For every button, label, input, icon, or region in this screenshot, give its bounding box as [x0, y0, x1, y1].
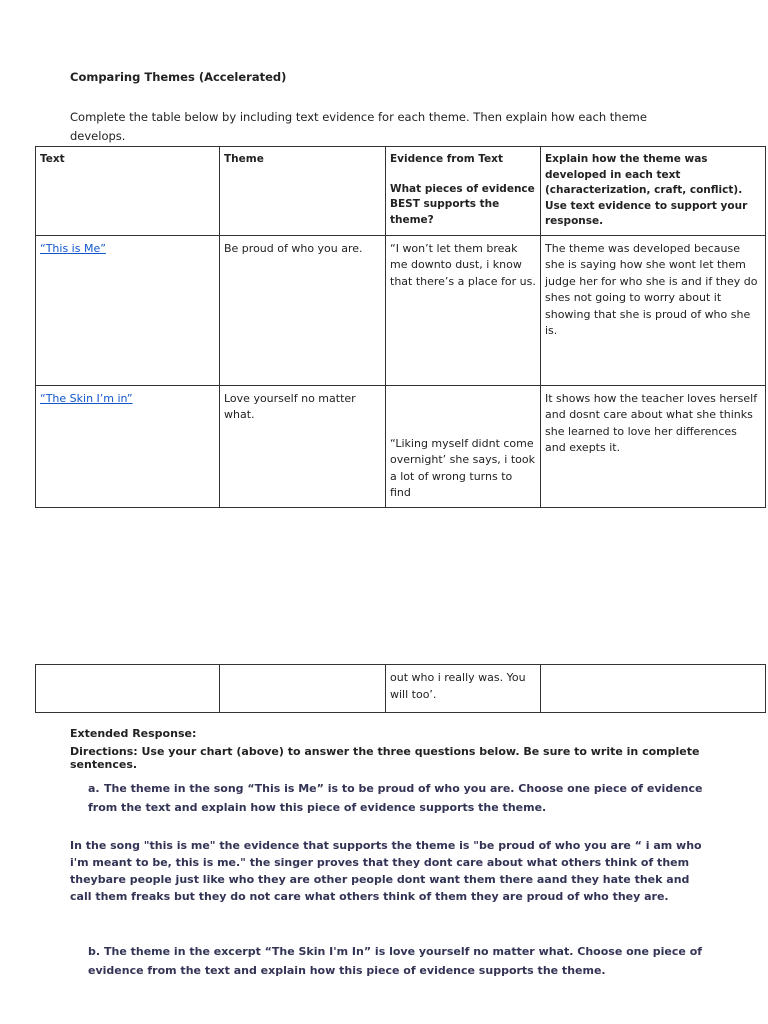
themes-table	[35, 146, 766, 508]
cell-evidence: “Liking myself didnt come overnight’ she says, i took a lot of wrong turns to find	[386, 385, 541, 507]
extended-response-directions: Directions: Use your chart (above) to answer the three questions below. Be sure to write in complete sentences.	[70, 745, 700, 771]
table-row	[36, 665, 766, 713]
cell-evidence: “I won’t let them break me downto dust, i know that there’s a place for us.	[386, 235, 541, 385]
cell-text	[36, 385, 220, 507]
header-evidence-title: Evidence from Text	[390, 153, 503, 165]
header-theme: Theme	[220, 147, 386, 236]
cell-explain: It shows how the teacher loves herself and dosnt care about what she thinks she learned to love her differences and exepts it.	[541, 385, 766, 507]
cell-theme: Be proud of who you are.	[220, 235, 386, 385]
themes-table-continued	[35, 664, 766, 713]
header-evidence	[386, 147, 541, 236]
cell-theme: Love yourself no matter what.	[220, 385, 386, 507]
page-title: Comparing Themes (Accelerated)	[70, 70, 287, 84]
question-b	[88, 942, 708, 980]
question-b-label: b.	[88, 945, 101, 958]
question-a-text: The theme in the song “This is Me” is to be proud of who you are. Choose one piece of evidence from the text and explain how this piece of evidence supports the theme.	[88, 782, 703, 814]
extended-response-heading: Extended Response:	[70, 727, 197, 740]
instructions: Complete the table below by including text evidence for each theme. Then explain how each theme develops.	[70, 110, 647, 143]
question-a-label: a.	[88, 782, 100, 795]
cell-theme	[220, 665, 386, 713]
header-evidence-subtitle: What pieces of evidence BEST supports the theme?	[390, 182, 535, 226]
cell-text	[36, 665, 220, 713]
cell-text	[36, 235, 220, 385]
skin-im-in-link[interactable]: “The Skin I’m in”	[40, 391, 133, 405]
question-b-text: The theme in the excerpt “The Skin I'm In” is love yourself no matter what. Choose one piece of evidence from the text and explain how this piece of evidence supports the theme.	[88, 945, 703, 977]
cell-explain	[541, 665, 766, 713]
table-row	[36, 235, 766, 385]
table-header-row	[36, 147, 766, 236]
header-text: Text	[36, 147, 220, 236]
cell-evidence: out who i really was. You will too’.	[386, 665, 541, 713]
header-explain: Explain how the theme was developed in each text (characterization, craft, conflict). Use text evidence to support your response.	[541, 147, 766, 236]
answer-a: In the song "this is me" the evidence that supports the theme is "be proud of who you are “ i am who i'm meant to be, this is me." the singer proves that they dont care about what others think of them theybare people just like who they are other people dont want them there aand they hate thek and call them freaks but they do not care what others think of them they are proud of who they are.	[70, 839, 702, 903]
cell-explain: The theme was developed because she is saying how she wont let them judge her for who she is and if they do shes not going to worry about it showing that she is proud of who she is.	[541, 235, 766, 385]
this-is-me-link[interactable]: “This is Me”	[40, 241, 106, 255]
table-row	[36, 385, 766, 507]
question-a	[88, 779, 708, 817]
